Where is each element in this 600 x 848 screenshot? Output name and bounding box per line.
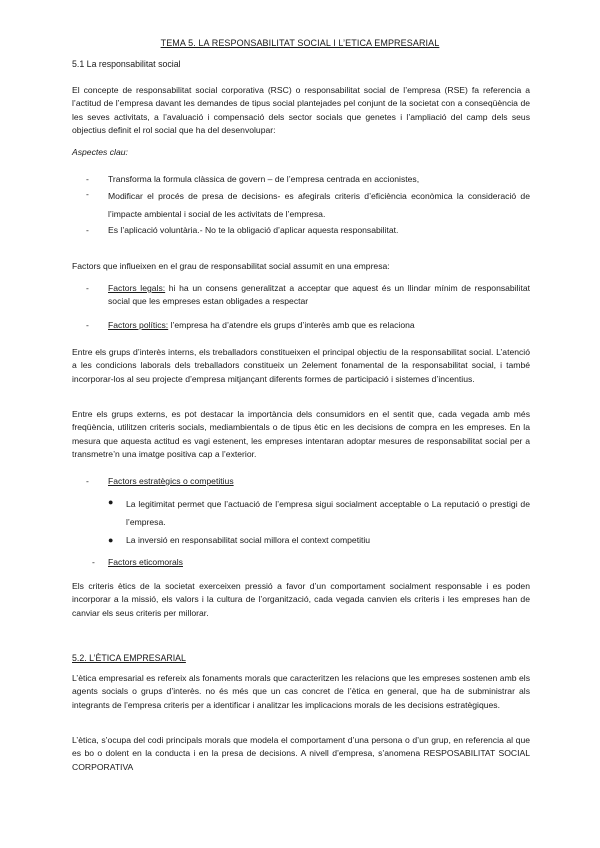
factors-list [0,280,600,340]
list-dash: - [86,476,89,486]
factor-political [108,319,530,332]
section-2-heading: 5.2. L’ÈTICA EMPRESARIAL [72,653,186,663]
internal-groups-paragraph: Entre els grups d’interès interns, els treballadors constitueixen el principal objectiu de la responsabilitat social. L’atenció a les condicions laborals dels treballadors constitueix un 2element fonamental de la responsabilitat social, i també incorporar-los al seu projecte d’empresa mitjançant diferents formes de participació i sistemes d’incentius. [72,347,530,384]
strategic-factors [0,474,600,574]
aspect-item: Es l’aplicació voluntària.- No te la obligació d’aplicar aquesta responsabilitat. [108,225,399,235]
list-dash: - [86,320,89,330]
factor-text: l’empresa ha d’atendre els grups d’interès amb que es relaciona [168,320,415,330]
intro-paragraph: El concepte de responsabilitat social corporativa (RSC) o responsabilitat social de l’empresa (RSE) fa referencia a l’actitud de l’empresa davant les demandes de tipus social plantejades pel conjunt de la societat con a conseqüència de les seves activitats, a l’avaluació i compensació dels sector socials que genetes i l’ampliació del camp dels seus objectius definit el rol social que ha del desenvolupar: [72,85,530,135]
aspect-item: Modificar el procés de presa de decisions- es afegirals criteris d’eficiència econòmica la consideració de l’impacte ambiental i social de les activitats de l’empresa. [108,191,530,219]
strategic-label: Factors estratègics o competitius [108,476,234,486]
list-dash: - [86,174,89,184]
business-ethics-paragraph: L’ètica empresarial es refereix als fonaments morals que caracteritzen les relacions que les empreses sostenen amb els agents socials o grups d’interès. no és més que un cas concret de l’ètica en general, que ha de subministrar als integrants de l’empresa criteris per a identificar i analitzar les implicacions morals de les decisions estratègiques. [72,673,530,710]
factor-label: Factors polítics: [108,320,169,330]
section-1-heading: 5.1 La responsabilitat social [72,59,181,69]
aspects-label: Aspectes clau: [72,147,128,157]
factor-text: hi ha un consens generalitzat a acceptar que aquest és un llindar mínim de responsabilitat social que les empreses estan obligades a respectar [108,283,530,307]
strategic-item: La inversió en responsabilitat social millora el context competitiu [126,535,371,545]
bullet-icon: ● [108,497,114,507]
list-dash: - [86,189,89,199]
list-dash: - [86,225,89,235]
strategic-item: La legitimitat permet que l’actuació de l’empresa sigui socialment acceptable o La reputació o prestigi de l’empresa. [126,499,530,527]
bullet-icon: ● [108,535,114,545]
list-dash: - [92,557,95,567]
ethical-paragraph: Els criteris ètics de la societat exerceixen pressió a favor d’un comportament socialment responsable i es poden incorporar a la missió, els valors i la cultura de l’organització, cada vegada canvien els criteris i les empreses han de canviar els seus criteris per millorar. [72,581,530,618]
factors-intro: Factors que influeixen en el grau de responsabilitat social assumit en una empresa: [72,261,390,271]
ethical-label: Factors eticomorals [108,557,183,567]
external-groups-paragraph: Entre els grups externs, es pot destacar la importància dels consumidors en el sentit que, cada vegada amb més freqüència, utilitzen criteris socials, mediambientals o de tipus ètic en les decisions de compra en les empreses. En la mesura que aquesta actitud es vagi estenent, les empreses intentaran adoptar mesures de responsabilitat social per a transmetre’n una imatge positiva cap a l’exterior. [72,409,530,459]
document-title: TEMA 5. LA RESPONSABILITAT SOCIAL I L’ETICA EMPRESARIAL [160,38,440,48]
factor-legal [108,282,530,309]
aspects-list [0,170,600,240]
aspect-item: Transforma la formula clàssica de govern – de l’empresa centrada en accionistes, [108,174,420,184]
factor-label: Factors legals: [108,283,166,293]
list-dash: - [86,283,89,293]
ethics-definition-paragraph: L’ètica, s’ocupa del codi principals morals que modela el comportament d’una persona o d’un grup, en referencia al que es bo o dolent en la conducta i en la presa de decisions. A nivell d’empresa, s’anomena RESPOSABILITAT SOCIAL CORPORATIVA [72,735,530,772]
